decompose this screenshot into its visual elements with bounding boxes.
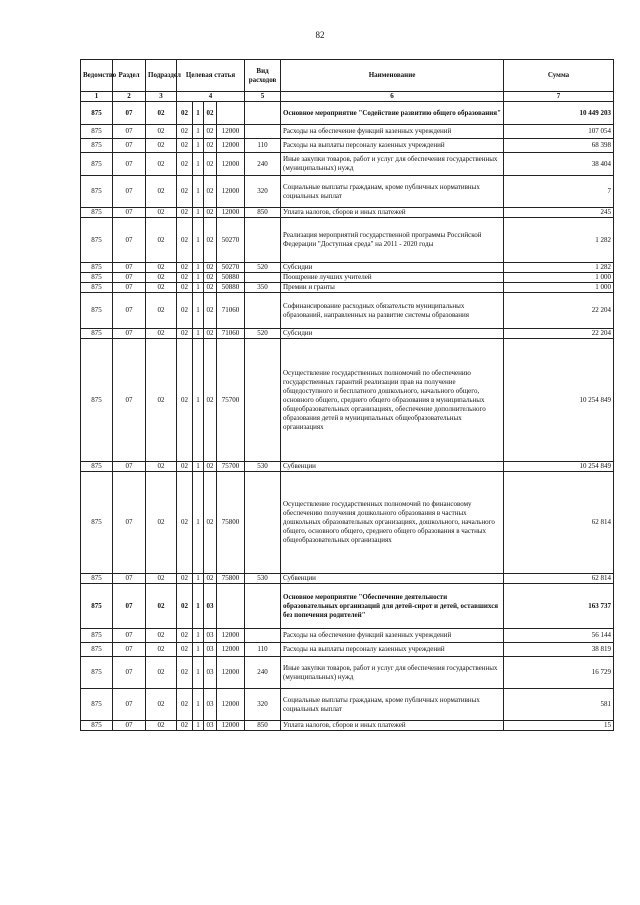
cell-sum: 16 729 [504,657,614,689]
cell-sum: 1 000 [504,283,614,293]
cell-target-program: 02 [177,584,193,629]
column-number-row [81,92,614,102]
cell-name: Расходы на выплаты персоналу казенных учреждений [281,139,504,153]
cell-sum: 1 282 [504,263,614,273]
cell-target-measure: 03 [204,629,217,643]
cell-vedomstvo: 875 [81,176,113,208]
cell-target-subprogram: 1 [193,263,204,273]
cell-target-subprogram: 1 [193,102,204,125]
cell-vedomstvo: 875 [81,689,113,721]
cell-razdel: 07 [113,263,146,273]
cell-target-subprogram: 1 [193,139,204,153]
cell-name: Социальные выплаты гражданам, кроме публичных нормативных социальных выплат [281,689,504,721]
cell-target-measure: 02 [204,283,217,293]
cell-target-subprogram: 1 [193,125,204,139]
cell-podrazdel: 02 [146,283,177,293]
column-number: 1 [81,92,113,102]
cell-target-direction: 75700 [217,462,245,472]
cell-vedomstvo: 875 [81,139,113,153]
budget-table [80,59,614,731]
cell-target-subprogram: 1 [193,283,204,293]
header-vedomstvo: Ведомство [81,60,113,92]
cell-podrazdel: 02 [146,208,177,218]
cell-vedomstvo: 875 [81,657,113,689]
table-row [81,176,614,208]
cell-target-program: 02 [177,218,193,263]
cell-podrazdel: 02 [146,643,177,657]
cell-sum: 10 254 849 [504,339,614,462]
table-row [81,657,614,689]
table-row [81,218,614,263]
cell-target-measure: 02 [204,153,217,176]
table-row [81,139,614,153]
cell-vedomstvo: 875 [81,643,113,657]
table-body [81,60,614,731]
cell-target-subprogram: 1 [193,643,204,657]
cell-podrazdel: 02 [146,329,177,339]
cell-sum: 38 819 [504,643,614,657]
cell-podrazdel: 02 [146,102,177,125]
cell-target-measure: 02 [204,125,217,139]
header-name: Наименование [281,60,504,92]
table-row [81,208,614,218]
cell-expense-type: 320 [245,176,281,208]
cell-target-subprogram: 1 [193,629,204,643]
cell-podrazdel: 02 [146,462,177,472]
cell-vedomstvo: 875 [81,153,113,176]
cell-name: Субсидии [281,329,504,339]
table-row [81,721,614,731]
cell-target-measure: 02 [204,273,217,283]
cell-sum: 245 [504,208,614,218]
cell-podrazdel: 02 [146,472,177,574]
header-row [81,60,614,92]
cell-target-program: 02 [177,139,193,153]
cell-name: Основное мероприятие "Обеспечение деятельности образовательных организаций для детей-сирот и детей, оставшихся без попечения родителей" [281,584,504,629]
cell-target-program: 02 [177,574,193,584]
cell-target-program: 02 [177,125,193,139]
cell-target-subprogram: 1 [193,584,204,629]
cell-razdel: 07 [113,273,146,283]
cell-target-program: 02 [177,293,193,329]
cell-target-measure: 02 [204,574,217,584]
table-row [81,153,614,176]
cell-sum: 1 000 [504,273,614,283]
cell-expense-type [245,293,281,329]
cell-target-subprogram: 1 [193,339,204,462]
cell-name: Расходы на обеспечение функций казенных учреждений [281,125,504,139]
cell-target-subprogram: 1 [193,689,204,721]
cell-expense-type [245,629,281,643]
cell-target-program: 02 [177,339,193,462]
cell-target-program: 02 [177,102,193,125]
cell-razdel: 07 [113,657,146,689]
cell-sum: 62 814 [504,574,614,584]
cell-razdel: 07 [113,584,146,629]
table-row [81,273,614,283]
cell-target-subprogram: 1 [193,721,204,731]
cell-sum: 22 204 [504,329,614,339]
cell-target-direction: 75700 [217,339,245,462]
cell-target-program: 02 [177,462,193,472]
cell-podrazdel: 02 [146,125,177,139]
cell-target-subprogram: 1 [193,208,204,218]
table-row [81,689,614,721]
cell-expense-type [245,339,281,462]
cell-target-subprogram: 1 [193,176,204,208]
cell-target-direction [217,102,245,125]
cell-vedomstvo: 875 [81,208,113,218]
cell-target-measure: 02 [204,263,217,273]
cell-target-measure: 03 [204,657,217,689]
cell-vedomstvo: 875 [81,462,113,472]
table-row [81,339,614,462]
cell-vedomstvo: 875 [81,472,113,574]
table-row [81,643,614,657]
cell-target-measure: 03 [204,721,217,731]
cell-name: Социальные выплаты гражданам, кроме публичных нормативных социальных выплат [281,176,504,208]
table-row [81,102,614,125]
cell-target-program: 02 [177,283,193,293]
cell-target-measure: 02 [204,218,217,263]
cell-podrazdel: 02 [146,153,177,176]
cell-razdel: 07 [113,102,146,125]
cell-target-program: 02 [177,472,193,574]
cell-name: Премии и гранты [281,283,504,293]
cell-expense-type [245,125,281,139]
table-row [81,263,614,273]
cell-razdel: 07 [113,176,146,208]
header-expense-type: Вид расходов [245,60,281,92]
cell-sum: 15 [504,721,614,731]
cell-target-subprogram: 1 [193,293,204,329]
cell-target-measure: 02 [204,329,217,339]
cell-target-measure: 02 [204,139,217,153]
cell-name: Уплата налогов, сборов и иных платежей [281,208,504,218]
cell-target-direction: 12000 [217,657,245,689]
cell-vedomstvo: 875 [81,273,113,283]
cell-razdel: 07 [113,329,146,339]
cell-vedomstvo: 875 [81,218,113,263]
cell-razdel: 07 [113,283,146,293]
cell-sum: 107 054 [504,125,614,139]
cell-target-subprogram: 1 [193,574,204,584]
cell-sum: 581 [504,689,614,721]
cell-sum: 56 144 [504,629,614,643]
cell-name: Уплата налогов, сборов и иных платежей [281,721,504,731]
cell-name: Осуществление государственных полномочий по финансовому обеспечению получения дошкольного образования в частных дошкольных образовательных организациях, дошкольного, начального общего, основного общего, среднего общего образования в частных общеобразовательных организациях [281,472,504,574]
cell-expense-type: 320 [245,689,281,721]
cell-razdel: 07 [113,339,146,462]
header-podrazdel: Подраздел [146,60,177,92]
cell-target-measure: 02 [204,102,217,125]
cell-sum: 22 204 [504,293,614,329]
cell-target-direction: 12000 [217,689,245,721]
cell-target-subprogram: 1 [193,472,204,574]
cell-target-measure: 03 [204,643,217,657]
cell-podrazdel: 02 [146,584,177,629]
cell-podrazdel: 02 [146,293,177,329]
table-row [81,629,614,643]
cell-target-program: 02 [177,329,193,339]
cell-target-direction [217,584,245,629]
header-target-article: Целевая статья [177,60,245,92]
cell-razdel: 07 [113,293,146,329]
cell-target-direction: 50880 [217,283,245,293]
cell-target-direction: 12000 [217,208,245,218]
cell-expense-type: 530 [245,574,281,584]
cell-podrazdel: 02 [146,629,177,643]
column-number: 4 [177,92,245,102]
cell-name: Субсидии [281,263,504,273]
cell-expense-type: 110 [245,139,281,153]
cell-name: Субвенции [281,574,504,584]
cell-target-program: 02 [177,153,193,176]
cell-target-direction: 12000 [217,721,245,731]
cell-sum: 10 449 203 [504,102,614,125]
cell-podrazdel: 02 [146,176,177,208]
table-row [81,574,614,584]
cell-razdel: 07 [113,629,146,643]
header-sum: Сумма [504,60,614,92]
table-row [81,293,614,329]
cell-target-subprogram: 1 [193,218,204,263]
cell-target-measure: 03 [204,689,217,721]
cell-expense-type [245,584,281,629]
cell-target-direction: 12000 [217,139,245,153]
cell-vedomstvo: 875 [81,329,113,339]
cell-target-measure: 02 [204,293,217,329]
table-row [81,125,614,139]
cell-name: Расходы на обеспечение функций казенных учреждений [281,629,504,643]
cell-name: Осуществление государственных полномочий по обеспечению государственных гарантий реализации прав на получение общедоступного и бесплатного дошкольного, начального общего, основного общего, среднего общего образования в муниципальных общеобразовательных организациях, обеспечение дополнительного образования детей в муниципальных общеобразовательных организациях [281,339,504,462]
cell-name: Субвенции [281,462,504,472]
cell-razdel: 07 [113,462,146,472]
cell-target-program: 02 [177,208,193,218]
cell-vedomstvo: 875 [81,102,113,125]
cell-vedomstvo: 875 [81,574,113,584]
cell-target-program: 02 [177,263,193,273]
cell-target-measure: 02 [204,176,217,208]
cell-name: Расходы на выплаты персоналу казенных учреждений [281,643,504,657]
header-razdel: Раздел [113,60,146,92]
cell-target-measure: 03 [204,584,217,629]
cell-vedomstvo: 875 [81,263,113,273]
cell-target-direction: 12000 [217,643,245,657]
cell-podrazdel: 02 [146,139,177,153]
cell-name: Софинансирование расходных обязательств муниципальных образований, направленных на развитие системы образования [281,293,504,329]
cell-target-direction: 71060 [217,293,245,329]
cell-target-direction: 12000 [217,125,245,139]
cell-razdel: 07 [113,574,146,584]
cell-sum: 7 [504,176,614,208]
cell-vedomstvo: 875 [81,629,113,643]
cell-razdel: 07 [113,643,146,657]
column-number: 3 [146,92,177,102]
cell-target-direction: 50880 [217,273,245,283]
cell-target-subprogram: 1 [193,153,204,176]
cell-razdel: 07 [113,153,146,176]
cell-sum: 163 737 [504,584,614,629]
cell-expense-type: 110 [245,643,281,657]
column-number: 6 [281,92,504,102]
cell-podrazdel: 02 [146,339,177,462]
cell-target-subprogram: 1 [193,273,204,283]
cell-podrazdel: 02 [146,273,177,283]
cell-target-program: 02 [177,721,193,731]
table-row [81,472,614,574]
cell-name: Основное мероприятие "Содействие развитию общего образования" [281,102,504,125]
cell-podrazdel: 02 [146,657,177,689]
cell-name: Реализация мероприятий государственной программы Российской Федерации "Доступная среда" на 2011 - 2020 годы [281,218,504,263]
cell-name: Поощрение лучших учителей [281,273,504,283]
cell-sum: 62 814 [504,472,614,574]
cell-podrazdel: 02 [146,574,177,584]
cell-expense-type [245,273,281,283]
cell-target-direction: 71060 [217,329,245,339]
cell-target-subprogram: 1 [193,329,204,339]
cell-sum: 1 282 [504,218,614,263]
cell-expense-type: 530 [245,462,281,472]
cell-target-direction: 50270 [217,263,245,273]
cell-razdel: 07 [113,472,146,574]
cell-target-direction: 12000 [217,153,245,176]
cell-razdel: 07 [113,721,146,731]
table-row [81,283,614,293]
column-number: 7 [504,92,614,102]
cell-vedomstvo: 875 [81,584,113,629]
cell-razdel: 07 [113,139,146,153]
cell-target-direction: 75800 [217,574,245,584]
cell-name: Иные закупки товаров, работ и услуг для обеспечения государственных (муниципальных) нужд [281,153,504,176]
cell-sum: 68 398 [504,139,614,153]
cell-target-measure: 02 [204,462,217,472]
cell-target-measure: 02 [204,339,217,462]
page-number: 82 [315,30,325,40]
cell-podrazdel: 02 [146,263,177,273]
cell-expense-type: 350 [245,283,281,293]
cell-target-program: 02 [177,629,193,643]
cell-vedomstvo: 875 [81,125,113,139]
cell-podrazdel: 02 [146,689,177,721]
cell-target-direction: 12000 [217,176,245,208]
cell-target-program: 02 [177,643,193,657]
cell-podrazdel: 02 [146,721,177,731]
cell-expense-type [245,102,281,125]
cell-razdel: 07 [113,208,146,218]
column-number: 2 [113,92,146,102]
cell-sum: 10 254 849 [504,462,614,472]
cell-target-direction: 12000 [217,629,245,643]
cell-expense-type: 520 [245,263,281,273]
cell-target-measure: 02 [204,472,217,574]
cell-expense-type [245,218,281,263]
cell-target-subprogram: 1 [193,462,204,472]
cell-expense-type: 520 [245,329,281,339]
cell-expense-type [245,472,281,574]
cell-target-program: 02 [177,273,193,283]
cell-expense-type: 240 [245,657,281,689]
cell-target-program: 02 [177,176,193,208]
cell-razdel: 07 [113,125,146,139]
cell-target-direction: 50270 [217,218,245,263]
cell-target-program: 02 [177,657,193,689]
cell-vedomstvo: 875 [81,293,113,329]
cell-expense-type: 850 [245,208,281,218]
cell-target-measure: 02 [204,208,217,218]
cell-vedomstvo: 875 [81,339,113,462]
cell-expense-type: 240 [245,153,281,176]
cell-razdel: 07 [113,689,146,721]
cell-razdel: 07 [113,218,146,263]
table-row [81,462,614,472]
cell-vedomstvo: 875 [81,283,113,293]
table-row [81,584,614,629]
cell-name: Иные закупки товаров, работ и услуг для обеспечения государственных (муниципальных) нужд [281,657,504,689]
cell-target-program: 02 [177,689,193,721]
cell-target-direction: 75800 [217,472,245,574]
cell-target-subprogram: 1 [193,657,204,689]
table-row [81,329,614,339]
cell-podrazdel: 02 [146,218,177,263]
column-number: 5 [245,92,281,102]
cell-sum: 38 404 [504,153,614,176]
cell-expense-type: 850 [245,721,281,731]
cell-vedomstvo: 875 [81,721,113,731]
